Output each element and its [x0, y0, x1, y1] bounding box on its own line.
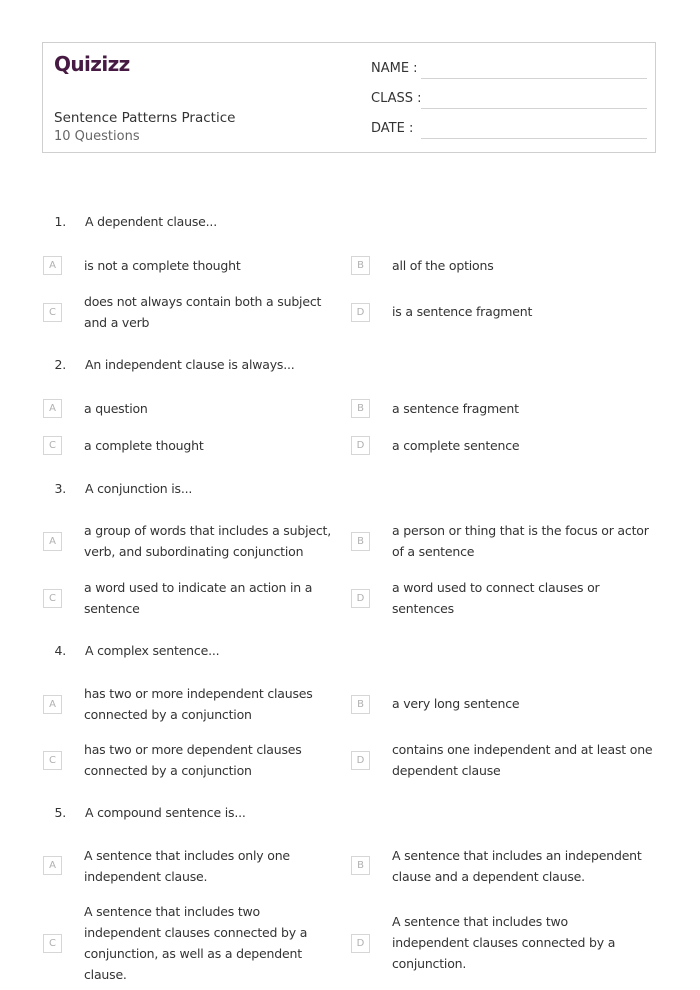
question-number: 4. — [54, 643, 66, 658]
option-text[interactable]: a complete sentence — [392, 438, 520, 453]
option-d-box[interactable]: D — [351, 751, 370, 770]
question-text: A complex sentence... — [85, 643, 220, 658]
option-text[interactable]: has two or more independent clauses connected by a conjunction — [84, 686, 313, 722]
question-text: A dependent clause... — [85, 214, 217, 229]
question-text: A conjunction is... — [85, 481, 193, 496]
option-d-box[interactable]: D — [351, 934, 370, 953]
option-c-box[interactable]: C — [43, 303, 62, 322]
option-d-box[interactable]: D — [351, 436, 370, 455]
option-text[interactable]: a word used to indicate an action in a sentence — [84, 580, 313, 616]
option-b-box[interactable]: B — [351, 532, 370, 551]
option-b-box[interactable]: B — [351, 399, 370, 418]
date-line — [421, 138, 647, 139]
option-d-box[interactable]: D — [351, 303, 370, 322]
option-text[interactable]: all of the options — [392, 258, 494, 273]
class-line — [421, 108, 647, 109]
option-b-box[interactable]: B — [351, 256, 370, 275]
question-text: An independent clause is always... — [85, 357, 295, 372]
option-text[interactable]: a question — [84, 401, 148, 416]
option-text[interactable]: a very long sentence — [392, 696, 520, 711]
option-text[interactable]: does not always contain both a subject and a verb — [84, 294, 322, 330]
option-text[interactable]: A sentence that includes two independent clauses connected by a conjunction, as well as a dependent clause. — [84, 904, 308, 982]
option-text[interactable]: A sentence that includes two independent clauses connected by a conjunction. — [392, 914, 616, 971]
option-a-box[interactable]: A — [43, 856, 62, 875]
option-a-box[interactable]: A — [43, 695, 62, 714]
class-field[interactable] — [371, 91, 422, 109]
question-number: 3. — [54, 481, 66, 496]
question-count: 10 Questions — [54, 129, 140, 144]
option-text[interactable]: a sentence fragment — [392, 401, 519, 416]
worksheet-header — [42, 42, 656, 153]
class-label: CLASS : — [371, 91, 422, 106]
option-text[interactable]: a group of words that includes a subject, verb, and subordinating conjunction — [84, 523, 331, 559]
option-c-box[interactable]: C — [43, 589, 62, 608]
worksheet-title: Sentence Patterns Practice — [54, 110, 236, 126]
option-text[interactable]: a word used to connect clauses or sentences — [392, 580, 600, 616]
option-text[interactable]: has two or more dependent clauses connected by a conjunction — [84, 742, 302, 778]
option-d-box[interactable]: D — [351, 589, 370, 608]
date-field[interactable] — [371, 121, 413, 139]
date-label: DATE : — [371, 121, 414, 136]
option-b-box[interactable]: B — [351, 856, 370, 875]
question-number: 5. — [54, 805, 66, 820]
option-text[interactable]: A sentence that includes an independent clause and a dependent clause. — [392, 848, 642, 884]
option-c-box[interactable]: C — [43, 436, 62, 455]
option-text[interactable]: is not a complete thought — [84, 258, 241, 273]
name-label: NAME : — [371, 61, 418, 76]
option-text[interactable]: A sentence that includes only one independent clause. — [84, 848, 290, 884]
option-b-box[interactable]: B — [351, 695, 370, 714]
option-text[interactable]: a person or thing that is the focus or actor of a sentence — [392, 523, 649, 559]
option-text[interactable]: contains one independent and at least one dependent clause — [392, 742, 653, 778]
name-field[interactable] — [371, 61, 418, 79]
option-a-box[interactable]: A — [43, 399, 62, 418]
question-text: A compound sentence is... — [85, 805, 246, 820]
option-c-box[interactable]: C — [43, 751, 62, 770]
option-a-box[interactable]: A — [43, 256, 62, 275]
quizizz-logo: Quizizz — [54, 52, 130, 76]
option-text[interactable]: a complete thought — [84, 438, 204, 453]
option-c-box[interactable]: C — [43, 934, 62, 953]
name-line — [421, 78, 647, 79]
question-number: 2. — [54, 357, 66, 372]
question-number: 1. — [54, 214, 66, 229]
option-text[interactable]: is a sentence fragment — [392, 304, 533, 319]
option-a-box[interactable]: A — [43, 532, 62, 551]
